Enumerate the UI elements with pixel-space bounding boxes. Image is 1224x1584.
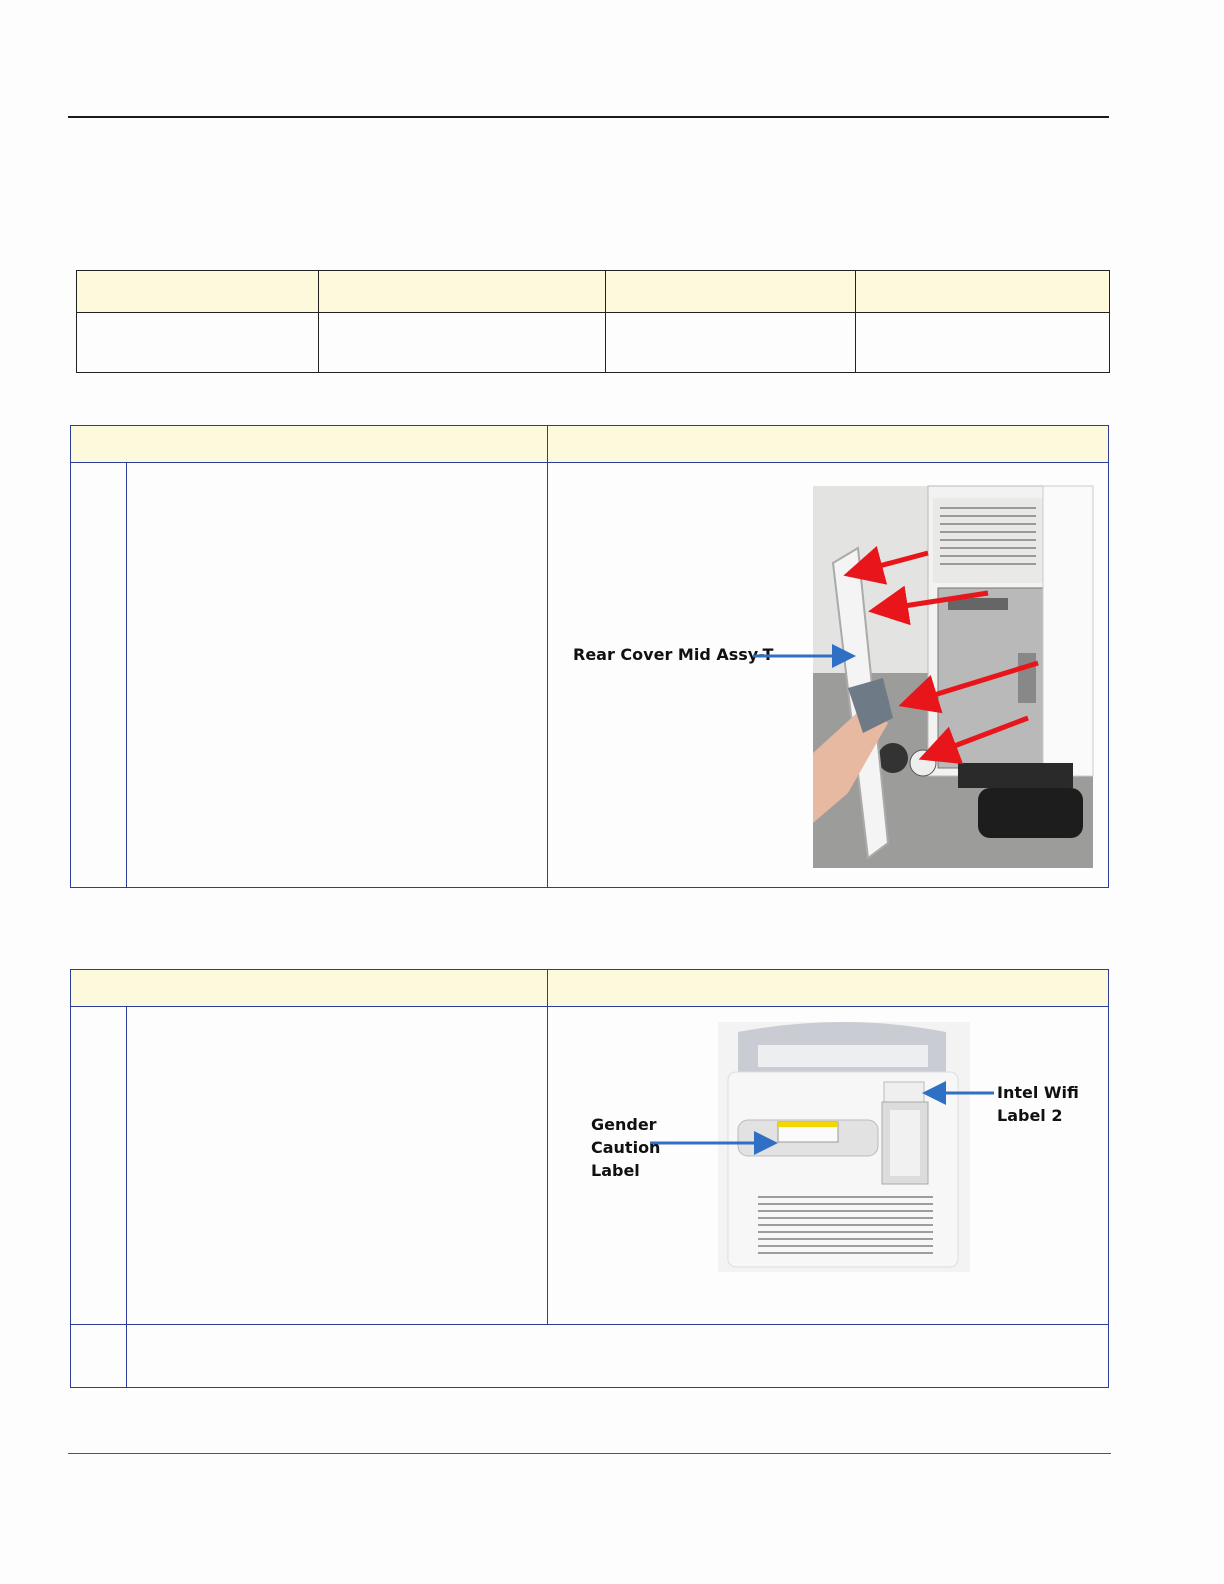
parts-cell — [319, 313, 606, 373]
procedure-step-row — [71, 1325, 1109, 1388]
rear-cover-photo — [813, 486, 1093, 868]
procedure-table-2 — [70, 969, 1109, 1388]
procedure-step-row — [71, 1007, 1109, 1325]
procedure-header-cell — [548, 426, 1109, 463]
procedure-table-1 — [70, 425, 1109, 888]
parts-table-header-row — [77, 271, 1110, 313]
gender-caution-callout — [591, 1113, 660, 1182]
callout-line: Label — [591, 1161, 640, 1180]
step-number-cell — [71, 1325, 127, 1388]
procedure-header-cell — [71, 426, 548, 463]
callout-line: Gender — [591, 1115, 657, 1134]
rear-cover-figure — [548, 463, 1108, 887]
parts-table — [76, 270, 1110, 373]
callout-line: Intel Wifi — [997, 1083, 1079, 1102]
callout-line: Caution — [591, 1138, 661, 1157]
step-text-cell — [127, 1325, 1109, 1388]
figure-cell — [548, 463, 1109, 888]
parts-cell — [606, 313, 856, 373]
parts-cell — [856, 313, 1110, 373]
wifi-label-callout — [997, 1081, 1079, 1127]
rear-view-photo — [718, 1022, 970, 1272]
procedure-table-header-row — [71, 970, 1109, 1007]
step-text-cell — [127, 463, 548, 888]
step-number-cell — [71, 1007, 127, 1325]
parts-header-cell — [856, 271, 1110, 313]
parts-cell — [77, 313, 319, 373]
header-rule — [68, 116, 1109, 118]
parts-table-row — [77, 313, 1110, 373]
step-text-cell — [127, 1007, 548, 1325]
procedure-table-header-row — [71, 426, 1109, 463]
parts-header-cell — [319, 271, 606, 313]
figure-cell — [548, 1007, 1109, 1325]
footer-rule — [68, 1453, 1111, 1454]
callout-line: Label 2 — [997, 1106, 1063, 1125]
parts-header-cell — [606, 271, 856, 313]
parts-header-cell — [77, 271, 319, 313]
procedure-header-cell — [71, 970, 548, 1007]
step-number-cell — [71, 463, 127, 888]
rear-cover-callout-label: Rear Cover Mid Assy-T — [573, 645, 774, 664]
procedure-step-row — [71, 463, 1109, 888]
procedure-header-cell — [548, 970, 1109, 1007]
